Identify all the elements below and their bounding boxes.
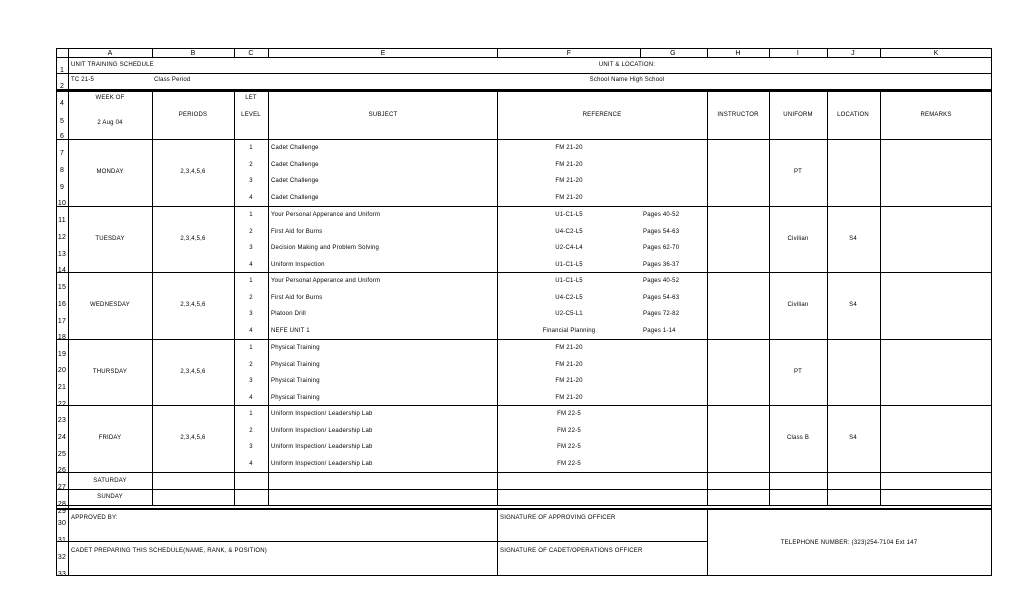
subject-text: Physical Training bbox=[271, 378, 320, 385]
row-number: 9 bbox=[59, 184, 65, 191]
let-level: 4 bbox=[249, 328, 253, 335]
column-divider-c bbox=[268, 48, 269, 58]
let-level: 2 bbox=[249, 161, 253, 168]
column-divider-c bbox=[268, 91, 269, 505]
tc-number: TC 21-5 bbox=[71, 77, 95, 83]
let-level: 2 bbox=[249, 294, 253, 301]
column-divider-h bbox=[769, 48, 770, 58]
reference-header: REFERENCE bbox=[582, 112, 622, 118]
day-line bbox=[56, 206, 991, 207]
subject-text: Cadet Challenge bbox=[271, 178, 319, 185]
reference-pages: Pages 62-70 bbox=[643, 245, 680, 252]
signature-approving-label: SIGNATURE OF APPROVING OFFICER bbox=[500, 515, 616, 521]
reference-pages: Pages 40-52 bbox=[643, 278, 680, 284]
uniform-wednesday: Civilian bbox=[787, 302, 809, 309]
uniform-tuesday: Civilian bbox=[787, 236, 809, 243]
day-line bbox=[56, 272, 991, 273]
column-divider-e bbox=[497, 91, 498, 505]
column-divider-e bbox=[497, 48, 498, 58]
approved-by-label: APPROVED BY: bbox=[71, 515, 118, 521]
row-line bbox=[56, 73, 991, 74]
reference-pages: Pages 40-52 bbox=[643, 212, 680, 218]
school-name: School Name High School bbox=[589, 77, 665, 83]
let-level: 2 bbox=[249, 361, 253, 368]
reference-text: U2-C5-L1 bbox=[555, 311, 583, 318]
uniform-header: UNIFORM bbox=[783, 112, 813, 118]
column-divider-b bbox=[234, 91, 235, 505]
location-wednesday: S4 bbox=[849, 302, 857, 309]
subject-text: Your Personal Apperance and Uniform bbox=[271, 212, 381, 218]
reference-text: FM 22-5 bbox=[557, 411, 581, 417]
row-number: 2 bbox=[59, 83, 65, 90]
row-number: 22 bbox=[57, 401, 67, 408]
day-saturday: SATURDAY bbox=[93, 478, 127, 484]
uniform-monday: PT bbox=[793, 169, 803, 176]
weekend-line bbox=[56, 489, 991, 490]
reference-text: U1-C1-L5 bbox=[555, 278, 583, 284]
let-level: 1 bbox=[249, 345, 253, 351]
reference-text: FM 21-20 bbox=[555, 145, 583, 151]
row-number-divider bbox=[68, 48, 69, 576]
periods-header: PERIODS bbox=[178, 112, 208, 118]
day-line bbox=[56, 139, 991, 140]
subject-text: First Aid for Burns bbox=[271, 294, 323, 301]
column-header-g: G bbox=[670, 50, 676, 57]
reference-text: U1-C1-L5 bbox=[555, 212, 583, 218]
week-of-label: WEEK OF bbox=[95, 95, 125, 101]
let-level: 1 bbox=[249, 411, 253, 417]
column-header-f: F bbox=[566, 50, 572, 57]
reference-text: FM 21-20 bbox=[555, 178, 583, 185]
instructor-header: INSTRUCTOR bbox=[717, 112, 759, 118]
row-number: 31 bbox=[57, 537, 67, 544]
row-number: 32 bbox=[57, 554, 67, 561]
row-number: 17 bbox=[57, 318, 67, 325]
day-sunday: SUNDAY bbox=[97, 494, 123, 500]
schedule-title: UNIT TRAINING SCHEDULE bbox=[71, 62, 154, 68]
subject-text: Your Personal Apperance and Uniform bbox=[271, 278, 381, 284]
column-divider-g bbox=[707, 91, 708, 505]
location-tuesday: S4 bbox=[849, 236, 857, 243]
row-number: 25 bbox=[57, 451, 67, 458]
uniform-thursday: PT bbox=[793, 369, 803, 376]
row-number: 13 bbox=[57, 251, 67, 258]
column-divider-j bbox=[880, 91, 881, 505]
periods-friday: 2,3,4,5,6 bbox=[180, 435, 206, 442]
let-level: 2 bbox=[249, 228, 253, 235]
day-wednesday: WEDNESDAY bbox=[89, 302, 131, 309]
row-number: 15 bbox=[57, 284, 67, 291]
row-number: 10 bbox=[57, 200, 67, 207]
reference-pages: Pages 54-63 bbox=[643, 294, 680, 301]
reference-text: FM 21-20 bbox=[555, 378, 583, 385]
class-period: Class Period bbox=[154, 77, 191, 83]
column-header-j: J bbox=[851, 50, 855, 57]
remarks-header: REMARKS bbox=[920, 112, 952, 118]
sheet-top-border bbox=[56, 48, 991, 49]
sheet-right-border bbox=[991, 48, 992, 576]
reference-text: Financial Planning bbox=[542, 328, 596, 335]
row-number: 33 bbox=[57, 571, 67, 578]
level-header: LEVEL bbox=[241, 112, 261, 118]
week-date: 2 Aug 04 bbox=[97, 120, 123, 126]
subject-text: Cadet Challenge bbox=[271, 161, 319, 168]
telephone-number: TELEPHONE NUMBER: (323)254-7104 Ext 147 bbox=[780, 540, 918, 546]
subject-text: Physical Training bbox=[271, 361, 320, 368]
reference-text: FM 21-20 bbox=[555, 345, 583, 351]
periods-wednesday: 2,3,4,5,6 bbox=[180, 302, 206, 309]
footer-divider bbox=[497, 508, 498, 576]
reference-text: U1-C1-L5 bbox=[555, 262, 583, 269]
row-number: 8 bbox=[59, 167, 65, 174]
let-level: 1 bbox=[249, 212, 253, 218]
reference-text: FM 22-5 bbox=[557, 444, 581, 451]
column-divider-a bbox=[152, 48, 153, 58]
subject-text: Uniform Inspection/ Leadership Lab bbox=[271, 444, 373, 451]
let-level: 2 bbox=[249, 427, 253, 434]
let-level: 1 bbox=[249, 278, 253, 284]
reference-text: FM 21-20 bbox=[555, 395, 583, 402]
column-header-e: E bbox=[380, 50, 386, 57]
cadet-preparing-label: CADET PREPARING THIS SCHEDULE(NAME, RANK, & POSITION) bbox=[71, 548, 267, 554]
let-header: LET bbox=[245, 95, 257, 101]
column-header-line bbox=[56, 57, 991, 58]
row-number: 7 bbox=[59, 150, 65, 157]
row-number: 4 bbox=[59, 100, 65, 107]
column-header-i: I bbox=[796, 50, 800, 57]
location-header: LOCATION bbox=[837, 112, 869, 118]
let-level: 3 bbox=[249, 444, 253, 451]
day-line bbox=[56, 472, 991, 473]
subject-text: Cadet Challenge bbox=[271, 195, 319, 202]
weekend-line bbox=[56, 505, 991, 506]
row-number: 11 bbox=[58, 217, 66, 224]
row-number: 16 bbox=[57, 301, 67, 308]
reference-text: U2-C4-L4 bbox=[555, 245, 583, 252]
subject-text: Uniform Inspection/ Leadership Lab bbox=[271, 411, 373, 417]
subject-text: Physical Training bbox=[271, 395, 320, 402]
location-friday: S4 bbox=[849, 435, 857, 442]
row-number: 20 bbox=[57, 367, 67, 374]
column-divider-i bbox=[827, 91, 828, 505]
signature-cadet-label: SIGNATURE OF CADET/OPERATIONS OFFICER bbox=[500, 548, 643, 554]
column-divider-b bbox=[234, 48, 235, 58]
header-line bbox=[56, 91, 991, 92]
row-number: 6 bbox=[59, 133, 65, 140]
day-friday: FRIDAY bbox=[98, 435, 122, 442]
row-number: 18 bbox=[57, 334, 67, 341]
reference-text: U4-C2-L5 bbox=[555, 228, 583, 235]
row-number: 5 bbox=[59, 118, 65, 125]
day-line bbox=[56, 339, 991, 340]
column-divider-h bbox=[769, 91, 770, 505]
let-level: 4 bbox=[249, 461, 253, 468]
row-number: 12 bbox=[57, 234, 67, 241]
footer-mid-line bbox=[56, 541, 707, 542]
reference-text: FM 22-5 bbox=[557, 461, 581, 468]
column-header-c: C bbox=[248, 50, 254, 57]
column-header-a: A bbox=[107, 50, 113, 57]
day-thursday: THURSDAY bbox=[92, 369, 128, 376]
column-divider-j bbox=[880, 48, 881, 58]
reference-pages: Pages 72-82 bbox=[643, 311, 680, 318]
reference-text: FM 21-20 bbox=[555, 161, 583, 168]
let-level: 4 bbox=[249, 395, 253, 402]
row-number: 24 bbox=[57, 434, 67, 441]
row-number: 28 bbox=[57, 501, 67, 508]
sheet-bottom-border bbox=[56, 575, 991, 576]
uniform-friday: Class B bbox=[786, 435, 810, 442]
day-line bbox=[56, 405, 991, 406]
subject-text: Platoon Drill bbox=[271, 311, 306, 318]
let-level: 3 bbox=[249, 178, 253, 185]
unit-location-label: UNIT & LOCATION: bbox=[598, 62, 656, 68]
let-level: 4 bbox=[249, 195, 253, 202]
row-number: 27 bbox=[57, 484, 67, 491]
column-header-b: B bbox=[190, 50, 196, 57]
reference-text: FM 22-5 bbox=[557, 427, 581, 434]
reference-pages: Pages 54-63 bbox=[643, 228, 680, 235]
subject-text: NEFE UNIT 1 bbox=[271, 328, 310, 335]
periods-monday: 2,3,4,5,6 bbox=[180, 169, 206, 176]
subject-text: Uniform Inspection bbox=[271, 262, 325, 269]
reference-pages: Pages 36-37 bbox=[643, 262, 680, 269]
let-level: 3 bbox=[249, 311, 253, 318]
footer-thick-line bbox=[56, 508, 991, 510]
footer-divider bbox=[707, 508, 708, 576]
periods-tuesday: 2,3,4,5,6 bbox=[180, 236, 206, 243]
column-divider-f bbox=[640, 48, 641, 58]
subject-text: First Aid for Burns bbox=[271, 228, 323, 235]
subject-text: Decision Making and Problem Solving bbox=[271, 245, 380, 252]
day-monday: MONDAY bbox=[96, 169, 124, 176]
sheet-left-border bbox=[56, 48, 57, 576]
let-level: 1 bbox=[249, 145, 253, 151]
row-number: 30 bbox=[57, 520, 67, 527]
row-number: 29 bbox=[57, 508, 67, 515]
column-divider-i bbox=[827, 48, 828, 58]
row-number: 1 bbox=[59, 67, 65, 74]
let-level: 3 bbox=[249, 245, 253, 252]
row-number: 26 bbox=[57, 467, 67, 474]
subject-header: SUBJECT bbox=[368, 112, 398, 118]
let-level: 3 bbox=[249, 378, 253, 385]
row-number: 21 bbox=[57, 384, 67, 391]
reference-text: U4-C2-L5 bbox=[555, 294, 583, 301]
subject-text: Uniform Inspection/ Leadership Lab bbox=[271, 427, 373, 434]
day-tuesday: TUESDAY bbox=[95, 236, 125, 243]
column-divider-a bbox=[152, 91, 153, 505]
reference-pages: Pages 1-14 bbox=[643, 328, 676, 335]
subject-text: Physical Training bbox=[271, 345, 320, 351]
reference-text: FM 21-20 bbox=[555, 361, 583, 368]
let-level: 4 bbox=[249, 262, 253, 269]
reference-text: FM 21-20 bbox=[555, 195, 583, 202]
row-number: 19 bbox=[57, 351, 67, 358]
periods-thursday: 2,3,4,5,6 bbox=[180, 369, 206, 376]
row-number: 14 bbox=[57, 267, 67, 274]
column-header-k: K bbox=[933, 50, 939, 57]
subject-text: Cadet Challenge bbox=[271, 145, 319, 151]
row-number: 23 bbox=[57, 417, 67, 424]
column-header-h: H bbox=[735, 50, 741, 57]
subject-text: Uniform Inspection/ Leadership Lab bbox=[271, 461, 373, 468]
column-divider-g bbox=[707, 48, 708, 58]
